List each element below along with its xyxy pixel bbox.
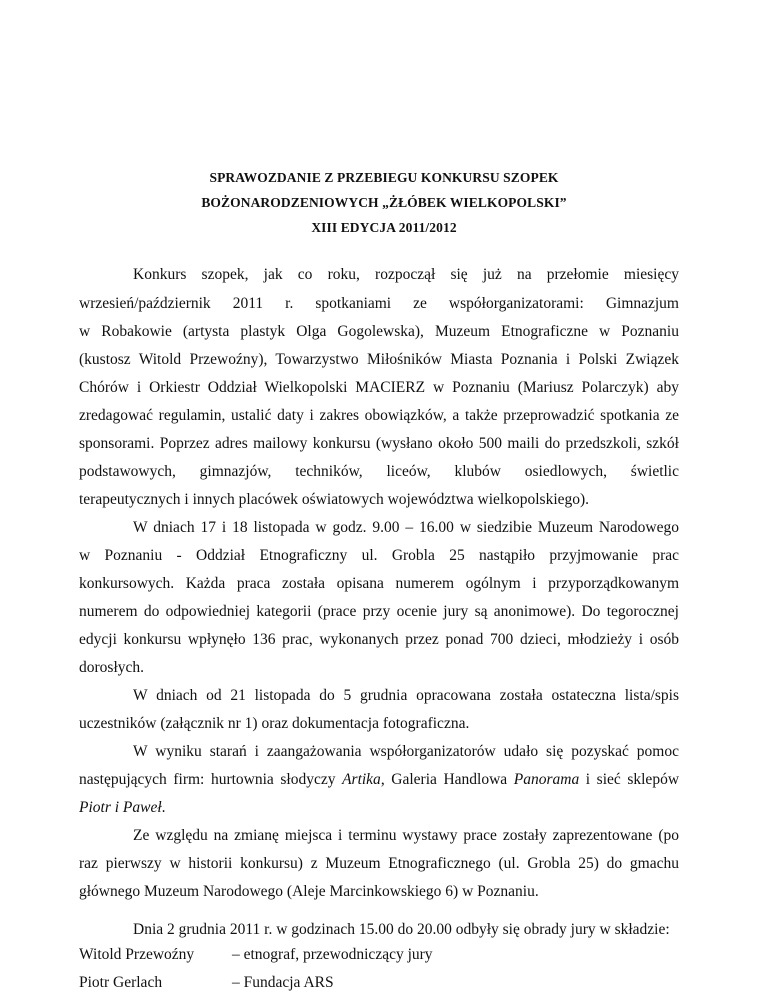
text-span: i sieć sklepów xyxy=(579,771,680,788)
jury-member-role: – Fundacja ARS xyxy=(232,974,334,991)
document-title-line-2: BOŻONARODZENIOWYCH „ŻŁÓBEK WIELKOPOLSKI” xyxy=(201,195,567,210)
document-title-line-1: SPRAWOZDANIE Z PRZEBIEGU KONKURSU SZOPEK xyxy=(209,170,559,185)
paragraph-2-line: numerem do odpowiedniej kategorii (prace przy ocenie jury są anonimowe). Do tegorocznej xyxy=(79,603,679,620)
paragraph-1-line: wrzesień/październik 2011 r. spotkaniami ze współorganizatorami: Gimnazjum xyxy=(79,295,679,312)
jury-member-name: Piotr Gerlach xyxy=(79,974,163,991)
paragraph-1-line: sponsorami. Poprzez adres mailowy konkursu (wysłano około 500 maili do przedszkoli, szkół xyxy=(79,435,679,452)
paragraph-6-line: Dnia 2 grudnia 2011 r. w godzinach 15.00 do 20.00 odbyły się obrady jury w składzie: xyxy=(133,921,670,938)
paragraph-1-line: w Robakowie (artysta plastyk Olga Gogolewska), Muzeum Etnograficzne w Poznaniu xyxy=(79,323,679,340)
text-span: , Galeria Handlowa xyxy=(380,771,514,788)
text-span: . xyxy=(161,799,166,816)
paragraph-2-line: konkursowych. Każda praca została opisana numerem ogólnym i przyporządkowanym xyxy=(79,575,679,592)
company-name-piotr-i-pawel: Piotr i Paweł xyxy=(79,799,162,816)
paragraph-4-line: W wyniku starań i zaangażowania współorganizatorów udało się pozyskać pomoc xyxy=(133,743,679,760)
paragraph-1-line: podstawowych, gimnazjów, techników, liceów, klubów osiedlowych, świetlic xyxy=(79,463,679,480)
paragraph-5-line: raz pierwszy w historii konkursu) z Muzeum Etnograficznego (ul. Grobla 25) do gmachu xyxy=(79,855,679,872)
paragraph-2-line: w Poznaniu - Oddział Etnograficzny ul. Grobla 25 nastąpiło przyjmowanie prac xyxy=(79,547,679,564)
company-name-panorama: Panorama xyxy=(513,771,580,788)
paragraph-2-line: edycji konkursu wpłynęło 136 prac, wykonanych przez ponad 700 dzieci, młodzieży i osób xyxy=(79,631,679,648)
paragraph-1-line: terapeutycznych i innych placówek oświatowych województwa wielkopolskiego). xyxy=(79,491,590,508)
paragraph-1-line: (kustosz Witold Przewoźny), Towarzystwo Miłośników Miasta Poznania i Polski Związek xyxy=(79,351,679,368)
text-span: następujących firm: hurtownia słodyczy xyxy=(79,771,343,788)
paragraph-3-line: W dniach od 21 listopada do 5 grudnia opracowana została ostateczna lista/spis xyxy=(133,687,679,704)
paragraph-3-line: uczestników (załącznik nr 1) oraz dokumentacja fotograficzna. xyxy=(79,715,470,732)
paragraph-2-line: W dniach 17 i 18 listopada w godz. 9.00 – 16.00 w siedzibie Muzeum Narodowego xyxy=(133,519,679,536)
paragraph-1-line: Chórów i Orkiestr Oddział Wielkopolski MACIERZ w Poznaniu (Mariusz Polarczyk) aby xyxy=(79,379,679,396)
paragraph-1-line: Konkurs szopek, jak co roku, rozpoczął się już na przełomie miesięcy xyxy=(133,266,679,283)
jury-member-name: Witold Przewoźny xyxy=(79,946,195,963)
company-name-artika: Artika xyxy=(342,771,381,788)
paragraph-4-line xyxy=(79,770,679,790)
paragraph-1-line: zredagować regulamin, ustalić daty i zakres obowiązków, a także przeprowadzić spotkania ze xyxy=(79,407,679,424)
document-title-line-3: XIII EDYCJA 2011/2012 xyxy=(311,220,457,235)
paragraph-2-line: dorosłych. xyxy=(79,659,145,676)
jury-member-role: – etnograf, przewodniczący jury xyxy=(232,946,433,963)
paragraph-4-line xyxy=(79,798,679,818)
paragraph-5-line: głównego Muzeum Narodowego (Aleje Marcinkowskiego 6) w Poznaniu. xyxy=(79,883,539,900)
paragraph-5-line: Ze względu na zmianę miejsca i terminu wystawy prace zostały zaprezentowane (po xyxy=(133,827,679,844)
